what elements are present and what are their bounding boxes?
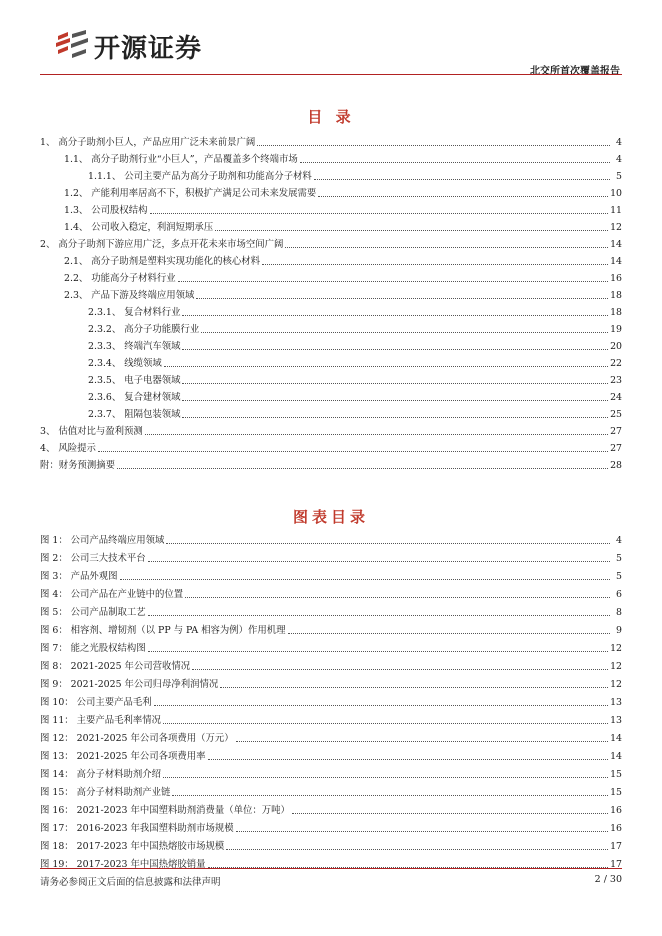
dot-leader (262, 264, 608, 265)
figure-entry-page: 13 (610, 697, 622, 708)
figures-title: 图表目录 (292, 508, 369, 526)
toc-entry-page: 18 (610, 290, 622, 301)
toc-entry-title: 2.3.3、 终端汽车领域 (88, 341, 181, 352)
toc-entry-page: 18 (610, 307, 622, 318)
dot-leader (226, 849, 608, 850)
dot-leader (292, 813, 608, 814)
toc-entry-title: 2.3.6、 复合建材领域 (88, 392, 181, 403)
dot-leader (288, 633, 610, 634)
toc-entry-page: 27 (610, 426, 622, 437)
toc-entry[interactable] (40, 422, 622, 438)
toc-entry-title: 2.3.5、 电子电器领域 (88, 375, 181, 386)
toc-entry-title: 2.3.4、 线缆领域 (88, 358, 162, 369)
figure-entry-title: 图 9： 2021-2025 年公司归母净利润情况 (40, 679, 219, 690)
report-type: 北交所首次覆盖报告 (530, 66, 620, 77)
toc-entry-page: 19 (610, 324, 622, 335)
toc-entry[interactable] (88, 320, 622, 336)
figure-entry-page: 12 (610, 643, 622, 654)
dot-leader (148, 615, 610, 616)
dot-leader (182, 383, 608, 384)
figure-entry[interactable] (40, 783, 622, 799)
toc-entry[interactable] (40, 235, 622, 251)
figure-entry-page: 5 (616, 571, 622, 582)
dot-leader (117, 468, 608, 469)
toc-entry[interactable] (88, 405, 622, 421)
toc-entry-title: 1.1、 高分子助剂行业“小巨人”，产品覆盖多个终端市场 (64, 154, 298, 165)
dot-leader (285, 247, 608, 248)
toc-entry-page: 10 (610, 188, 622, 199)
figure-entry[interactable] (40, 747, 622, 763)
figure-entry-page: 5 (616, 553, 622, 564)
figure-entry-page: 17 (610, 859, 622, 870)
figure-entry[interactable] (40, 837, 622, 853)
figure-entry-title: 图 11： 主要产品毛利率情况 (40, 715, 162, 726)
dot-leader (182, 417, 608, 418)
figure-entry[interactable] (40, 531, 622, 547)
toc-entry-page: 28 (610, 460, 622, 471)
footer-disclaimer: 请务必参阅正文后面的信息披露和法律声明 (40, 877, 221, 888)
dot-leader (145, 434, 608, 435)
figure-entry-page: 9 (616, 625, 622, 636)
dot-leader (318, 196, 608, 197)
figure-entry-page: 4 (616, 535, 622, 546)
figure-entry[interactable] (40, 819, 622, 835)
dot-leader (148, 561, 610, 562)
toc-entry-page: 5 (616, 171, 622, 182)
dot-leader (182, 315, 608, 316)
toc-entry-page: 12 (610, 222, 622, 233)
toc-entry-page: 20 (610, 341, 622, 352)
toc-entry[interactable] (64, 252, 622, 268)
figure-entry[interactable] (40, 711, 622, 727)
figure-entry-page: 12 (610, 661, 622, 672)
toc-entry-title: 1.1.1、 公司主要产品为高分子助剂和功能高分子材料 (88, 171, 312, 182)
figure-entry-title: 图 15： 高分子材料助剂产业链 (40, 787, 171, 798)
dot-leader (182, 400, 608, 401)
toc-entry-page: 14 (610, 239, 622, 250)
figure-entry[interactable] (40, 801, 622, 817)
toc-entry-page: 27 (610, 443, 622, 454)
toc-entry-title: 2.3.7、 阻隔包装领域 (88, 409, 181, 420)
toc-entry[interactable] (88, 354, 622, 370)
figure-entry-page: 15 (610, 787, 622, 798)
dot-leader (150, 213, 609, 214)
toc-entry-page: 23 (610, 375, 622, 386)
figure-entry-title: 图 4： 公司产品在产业链中的位置 (40, 589, 184, 600)
figure-entry[interactable] (40, 585, 622, 601)
toc-entry-title: 1.3、 公司股权结构 (64, 205, 148, 216)
figure-entry-title: 图 7： 能之光股权结构图 (40, 643, 146, 654)
dot-leader (166, 543, 610, 544)
dot-leader (192, 669, 608, 670)
figure-entry-page: 14 (610, 751, 622, 762)
toc-entry-page: 11 (610, 205, 622, 216)
header-divider (40, 74, 622, 75)
toc-title: 目 录 (307, 108, 355, 126)
figure-entry[interactable] (40, 765, 622, 781)
toc-entry-title: 2.3.2、 高分子功能膜行业 (88, 324, 200, 335)
figure-entry-title: 图 5： 公司产品制取工艺 (40, 607, 146, 618)
dot-leader (236, 831, 608, 832)
toc-entry-title: 2.2、 功能高分子材料行业 (64, 273, 176, 284)
dot-leader (201, 332, 608, 333)
toc-entry[interactable] (88, 303, 622, 319)
dot-leader (220, 687, 608, 688)
figure-entry[interactable] (40, 567, 622, 583)
figure-entry[interactable] (40, 549, 622, 565)
figure-entry-title: 图 8： 2021-2025 年公司营收情况 (40, 661, 191, 672)
brand-logo (54, 28, 202, 64)
figure-entry[interactable] (40, 639, 622, 655)
page-number: 2 / 30 (594, 874, 622, 885)
toc-entry-page: 4 (616, 137, 622, 148)
dot-leader (314, 179, 610, 180)
toc-entry[interactable] (64, 201, 622, 217)
toc-entry-page: 14 (610, 256, 622, 267)
toc-entry-title: 3、 估值对比与盈利预测 (40, 426, 143, 437)
toc-entry-title: 4、 风险提示 (40, 443, 96, 454)
figure-entry[interactable] (40, 693, 622, 709)
dot-leader (163, 777, 608, 778)
figure-entry-page: 16 (610, 805, 622, 816)
dot-leader (300, 162, 610, 163)
figure-entry[interactable] (40, 603, 622, 619)
dot-leader (196, 298, 608, 299)
figure-entry[interactable] (40, 621, 622, 637)
toc-entry[interactable] (64, 218, 622, 234)
toc-entry-title: 2、 高分子助剂下游应用广泛，多点开花未来市场空间广阔 (40, 239, 284, 250)
figure-entry[interactable] (40, 675, 622, 691)
dot-leader (163, 723, 608, 724)
figure-entry-title: 图 18： 2017-2023 年中国热熔胶市场规模 (40, 841, 225, 852)
figure-entry-page: 16 (610, 823, 622, 834)
kaiyuan-logo-icon (54, 30, 90, 62)
toc-entry[interactable] (40, 439, 622, 455)
dot-leader (182, 349, 608, 350)
figure-entry-page: 8 (616, 607, 622, 618)
toc-entry-page: 22 (610, 358, 622, 369)
dot-leader (208, 759, 609, 760)
toc-entry-title: 1.2、 产能利用率居高不下，积极扩产满足公司未来发展需要 (64, 188, 317, 199)
figure-entry-title: 图 17： 2016-2023 年我国塑料助剂市场规模 (40, 823, 234, 834)
figure-entry-page: 17 (610, 841, 622, 852)
toc-entry[interactable] (88, 371, 622, 387)
dot-leader (120, 579, 610, 580)
figure-entry-page: 13 (610, 715, 622, 726)
figure-entry[interactable] (40, 657, 622, 673)
figure-entry-title: 图 1： 公司产品终端应用领域 (40, 535, 165, 546)
dot-leader (178, 281, 608, 282)
footer-divider (40, 868, 622, 869)
toc-entry-title: 2.1、 高分子助剂是塑料实现功能化的核心材料 (64, 256, 261, 267)
figure-entry-title: 图 13： 2021-2025 年公司各项费用率 (40, 751, 206, 762)
dot-leader (257, 145, 610, 146)
figure-entry-title: 图 2： 公司三大技术平台 (40, 553, 146, 564)
toc-entry[interactable] (40, 133, 622, 149)
toc-entry-title: 1、 高分子助剂小巨人，产品应用广泛未来前景广阔 (40, 137, 256, 148)
toc-entry[interactable] (88, 167, 622, 183)
toc-entry[interactable] (64, 184, 622, 200)
figure-entry-title: 图 12： 2021-2025 年公司各项费用（万元） (40, 733, 234, 744)
toc-entry-title: 1.4、 公司收入稳定，利润短期承压 (64, 222, 214, 233)
figure-entry-title: 图 16： 2021-2023 年中国塑料助剂消费量（单位：万吨） (40, 805, 290, 816)
toc-entry-page: 25 (610, 409, 622, 420)
figure-entry-page: 14 (610, 733, 622, 744)
toc-entry[interactable] (64, 150, 622, 166)
toc-entry-title: 附：财务预测摘要 (40, 460, 116, 471)
toc-entry[interactable] (64, 269, 622, 285)
dot-leader (215, 230, 608, 231)
figure-entry-title: 图 10： 公司主要产品毛利 (40, 697, 152, 708)
figure-entry-page: 6 (616, 589, 622, 600)
toc-entry[interactable] (64, 286, 622, 302)
dot-leader (154, 705, 608, 706)
figure-entry-page: 15 (610, 769, 622, 780)
figure-entry-title: 图 19： 2017-2023 年中国热熔胶销量 (40, 859, 206, 870)
toc-entry-title: 2.3.1、 复合材料行业 (88, 307, 181, 318)
toc-entry-page: 16 (610, 273, 622, 284)
dot-leader (164, 366, 608, 367)
page-header (40, 22, 622, 77)
toc-entry-title: 2.3、 产品下游及终端应用领域 (64, 290, 195, 301)
toc-entry[interactable] (88, 337, 622, 353)
brand-name: 开源证券 (94, 33, 203, 64)
toc-entry[interactable] (88, 388, 622, 404)
toc-entry-page: 24 (610, 392, 622, 403)
toc-entry[interactable] (40, 456, 622, 472)
dot-leader (172, 795, 608, 796)
figure-entry-title: 图 3： 产品外观图 (40, 571, 118, 582)
dot-leader (98, 451, 608, 452)
dot-leader (185, 597, 610, 598)
figure-entry[interactable] (40, 729, 622, 745)
dot-leader (148, 651, 608, 652)
dot-leader (236, 741, 608, 742)
toc-entry-page: 4 (616, 154, 622, 165)
figure-entry-title: 图 14： 高分子材料助剂介绍 (40, 769, 162, 780)
figure-entry-title: 图 6： 相容剂、增韧剂（以 PP 与 PA 相容为例）作用机理 (40, 625, 286, 636)
figure-entry-page: 12 (610, 679, 622, 690)
